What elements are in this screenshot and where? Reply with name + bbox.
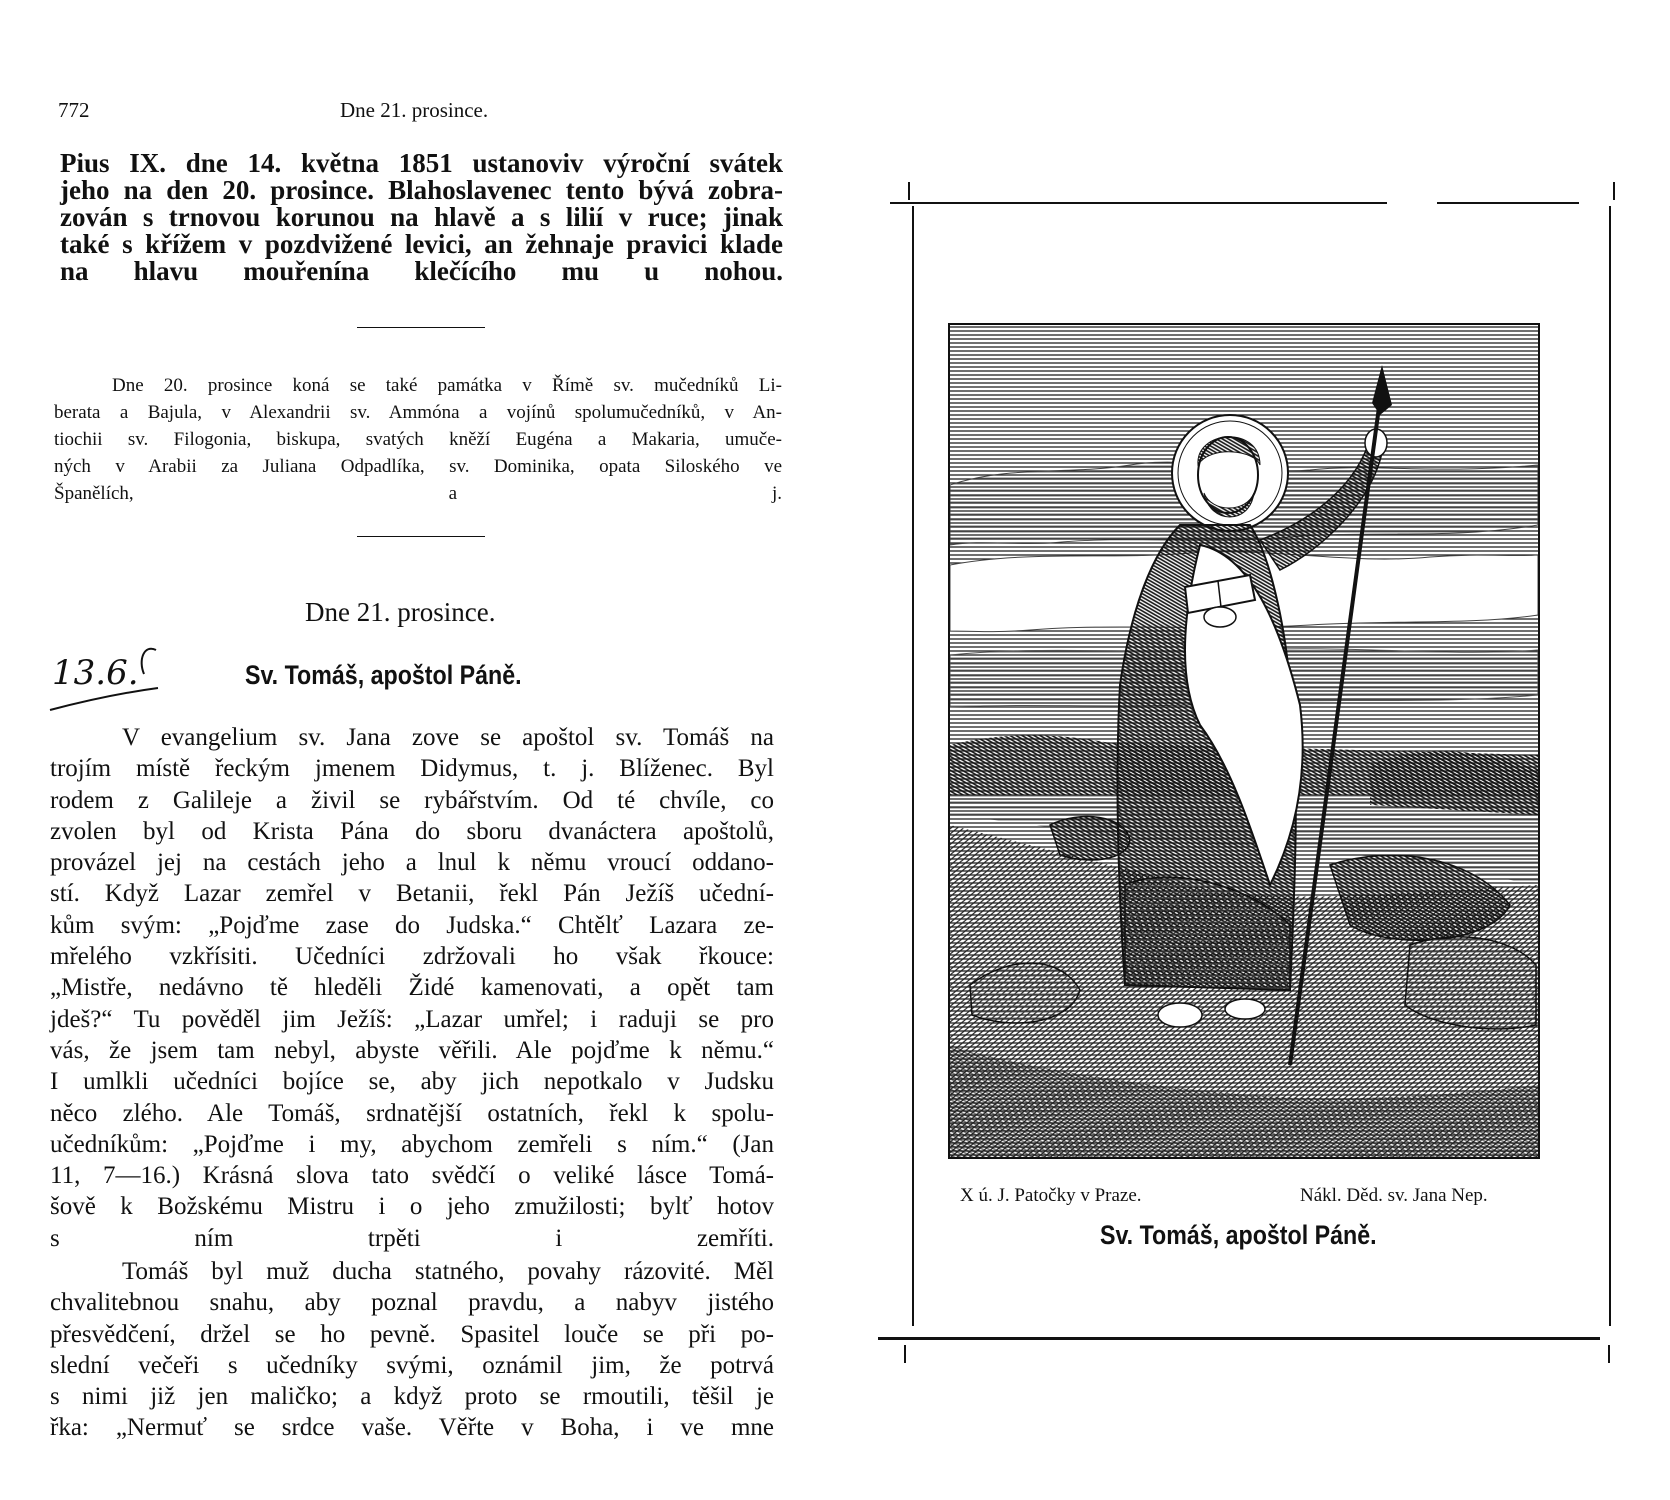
- crop-mark: [908, 182, 910, 200]
- text-line: 11, 7—16.) Krásná slova tato svědčí o veliké lásce Tomá-: [50, 1162, 774, 1190]
- text-line: řka: „Nermuť se srdce vaše. Věřte v Boha, i ve mne: [50, 1414, 774, 1442]
- text-line: s ním trpěti i zemříti.: [50, 1224, 774, 1252]
- text-line: provázel jej na cestách jeho a lnul k němu vroucí oddano-: [50, 849, 774, 877]
- publisher-credit: Nákl. Děd. sv. Jana Nep.: [1300, 1185, 1488, 1206]
- body-paragraph-1: [50, 722, 774, 1254]
- text-line: stí. Když Lazar zemřel v Betanii, řekl Pán Ježíš učední-: [50, 880, 774, 908]
- text-line: „Mistře, nedávno tě hleděli Židé kamenovati, a opět tam: [50, 974, 774, 1002]
- text-line: na hlavu mouřenína klečícího mu u nohou.: [60, 256, 783, 286]
- section-divider: [357, 327, 485, 328]
- page-number: 772: [58, 98, 90, 122]
- text-line: kům svým: „Pojďme zase do Judska.“ Chtělť Lazara ze-: [50, 911, 774, 939]
- text-line: učedníkům: „Pojďme i my, abychom zemřeli s ním.“ (Jan: [50, 1130, 774, 1158]
- text-line: V evangelium sv. Jana zove se apoštol sv. Tomáš na: [122, 724, 774, 751]
- text-line: slední večeři s učedníky svými, oznámil jim, že potrvá: [50, 1351, 774, 1379]
- memorial-paragraph: [54, 372, 782, 507]
- frame-rule-right: [1609, 206, 1611, 1326]
- text-line: rodem z Galileje a živil se rybářstvím. Od té chvíle, co: [50, 786, 774, 814]
- text-line: tiochii sv. Filogonia, biskupa, svatých kněží Eugéna a Makaria, umuče-: [54, 429, 782, 450]
- text-line: šově k Božskému Mistru i o jeho zmužilosti; bylť hotov: [50, 1193, 774, 1221]
- text-line: I umlkli učedníci bojíce se, aby jich nepotkalo v Judsku: [50, 1068, 774, 1096]
- crop-mark: [904, 1345, 906, 1363]
- text-line: Tomáš byl muž ducha statného, povahy rázovité. Měl: [122, 1258, 774, 1285]
- frame-rule-bottom: [878, 1337, 1600, 1340]
- text-line: zován s trnovou korunou na hlavě a s lilií v ruce; jinak: [60, 202, 783, 232]
- text-line: Španělích, a j.: [54, 483, 782, 504]
- text-line: ných v Arabii za Juliana Odpadlíka, sv. Dominika, opata Siloského ve: [54, 456, 782, 477]
- saint-title: Sv. Tomáš, apoštol Páně.: [245, 660, 522, 690]
- text-line: jdeš?“ Tu pověděl jim Ježíš: „Lazar umřel; i raduji se pro: [50, 1005, 774, 1033]
- crop-mark: [1608, 1345, 1610, 1363]
- text-line: mřelého vzkřísiti. Učedníci zdržovali ho však řkouce:: [50, 943, 774, 971]
- text-line: něco zlého. Ale Tomáš, srdnatější ostatních, řekl k spolu-: [50, 1099, 774, 1127]
- text-line: také s křížem v pozdvižené levici, an žehnaje pravici klade: [60, 229, 783, 259]
- text-line: vás, že jsem tam nebyl, abyste věřili. Ale pojďme k němu.“: [50, 1036, 774, 1064]
- text-line: chvalitebnou snahu, aby poznal pravdu, a nabyv jistého: [50, 1289, 774, 1317]
- section-divider: [357, 536, 485, 537]
- frame-rule-left: [912, 206, 914, 1326]
- text-line: jeho na den 20. prosince. Blahoslavenec tento bývá zobra-: [60, 175, 783, 205]
- text-line: Dne 20. prosince koná se také památka v Římě sv. mučedníků Li-: [112, 375, 782, 396]
- running-head: Dne 21. prosince.: [340, 98, 489, 122]
- text-line: Pius IX. dne 14. května 1851 ustanoviv výroční svátek: [60, 148, 783, 178]
- intro-paragraph: [60, 150, 783, 285]
- frame-rule-top: [890, 202, 1387, 204]
- body-paragraph-2: [50, 1256, 774, 1456]
- engraver-credit: X ú. J. Patočky v Praze.: [960, 1185, 1142, 1206]
- plate-caption: Sv. Tomáš, apoštol Páně.: [1100, 1220, 1377, 1250]
- text-line: přesvědčení, držel se ho pevně. Spasitel louče se při po-: [50, 1320, 774, 1348]
- frame-rule-top-right: [1437, 202, 1579, 204]
- text-line: berata a Bajula, v Alexandrii sv. Ammóna a vojínů spolumučedníků, v An-: [54, 402, 782, 423]
- crop-mark: [1613, 182, 1615, 200]
- text-line: trojím místě řeckým jmenem Didymus, t. j. Blíženec. Byl: [50, 755, 774, 783]
- margin-note-text: 13.6.: [52, 653, 139, 693]
- text-line: s nimi již jen maličko; a když proto se rmoutili, těšil je: [50, 1383, 774, 1411]
- engraving-plate: [948, 323, 1540, 1159]
- saint-thomas-engraving: [950, 325, 1538, 1157]
- text-line: zvolen byl od Krista Pána do sboru dvanáctera apoštolů,: [50, 817, 774, 845]
- day-heading: Dne 21. prosince.: [305, 597, 496, 627]
- handwritten-margin-note: [48, 630, 168, 720]
